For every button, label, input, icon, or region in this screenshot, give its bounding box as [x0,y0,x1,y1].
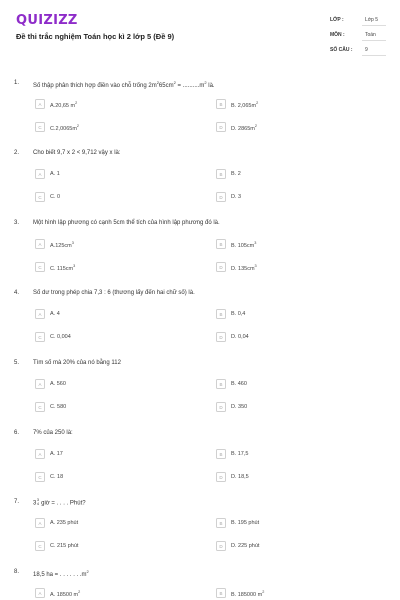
option-letter-box: B [216,588,226,598]
option-text: C. 18 [50,473,64,480]
question-number: 4. [14,290,20,296]
option-letter-box: D [216,402,226,412]
meta-row-subject [330,29,386,44]
option-letter-box: C [35,262,45,272]
option-letter-box: B [216,169,226,179]
option-letter-box: A [35,379,45,389]
question-text: Cho biết 9,7 x 2 < 9,712 vậy x là: [33,150,121,156]
option-text: B. $2,065m^2$ [231,100,259,109]
meta-value[interactable]: Lớp 5 [362,17,386,26]
question-text: 18,5 ha = . . . . . . $.m^2$ [33,569,89,578]
question-text: Tìm số mà 20% của nó bằng 112 [33,360,121,366]
option-text: C. 0 [50,193,61,200]
option-text: A. 18500 $m^2$ [50,589,81,598]
option-letter-box: B [216,449,226,459]
option-text: B. 460 [231,380,247,387]
question-number: 2. [14,150,20,156]
worksheet-header [0,0,400,70]
option-text: B. 195 phút [231,519,260,526]
question-number: 8. [14,569,20,575]
option-text: C. 580 [50,403,67,410]
option-text: D. 0,04 [231,333,249,340]
question-number: 3. [14,220,20,226]
option-letter-box: D [216,262,226,272]
option-letter-box: A [35,588,45,598]
option-text: B. 0,4 [231,310,246,317]
option-text: C. 0,004 [50,333,71,340]
option-letter-box: A [35,169,45,179]
question-number: 7. [14,499,20,505]
option-text: A. 560 [50,380,66,387]
quizizz-logo: QUIZIZZ [16,13,78,28]
worksheet-meta [330,14,386,59]
option-letter-box: C [35,541,45,551]
option-text: B. $105cm^3$ [231,240,257,249]
option-letter-box: D [216,192,226,202]
question-text: Số dư trong phép chia 7,3 : 6 (thương lấy đến hai chữ số) là. [33,290,195,296]
meta-value[interactable]: 9 [362,47,386,56]
option-letter-box: C [35,192,45,202]
meta-label: LỚP : [330,17,344,23]
question-text: Một hình lập phương có cạnh 5cm thể tích của hình lập phương đó là. [33,220,220,226]
question-number: 6. [14,430,20,436]
option-text: A.20,65 $m^2$ [50,100,78,109]
meta-row-class [330,14,386,29]
option-letter-box: C [35,402,45,412]
option-text: C. $115cm^3$ [50,263,76,272]
option-letter-box: A [35,99,45,109]
option-letter-box: B [216,309,226,319]
option-text: D. 3 [231,193,242,200]
option-text: D. 18,5 [231,473,249,480]
option-text: B. 185000 $m^2$ [231,589,265,598]
option-letter-box: B [216,518,226,528]
option-text: A. 4 [50,310,60,317]
option-text: B. 17,5 [231,450,249,457]
option-letter-box: A [35,309,45,319]
option-text: D. 225 phút [231,542,260,549]
option-text: C. 215 phút [50,542,79,549]
option-letter-box: D [216,541,226,551]
option-letter-box: C [35,122,45,132]
meta-label: MÔN : [330,32,345,38]
option-letter-box: C [35,472,45,482]
meta-row-count [330,44,386,59]
option-text: A. 1 [50,170,60,177]
option-letter-box: B [216,239,226,249]
option-text: B. 2 [231,170,241,177]
option-text: D. 350 [231,403,248,410]
option-text: D. $2865m^2$ [231,123,257,132]
option-text: A. 235 phút [50,519,79,526]
option-letter-box: B [216,99,226,109]
option-text: $A.125cm^3$ [50,240,74,249]
meta-value[interactable]: Toán [362,32,386,41]
option-text: $C.2,0065m^2$ [50,123,80,132]
option-letter-box: A [35,518,45,528]
question-number: 1. [14,80,20,86]
question-text: 3 3 4 giờ = . . . . Phút? [33,498,86,507]
option-text: A. 17 [50,450,63,457]
option-letter-box: B [216,379,226,389]
option-letter-box: D [216,122,226,132]
meta-label: SỐ CÂU : [330,47,353,53]
option-text: D. $135cm^3$ [231,263,257,272]
option-letter-box: D [216,472,226,482]
question-text: Số thập phân thích hợp điền vào chỗ trống $2m^265cm^2 = ..........m^2$ là. [33,80,215,89]
option-letter-box: A [35,239,45,249]
worksheet-title: Đề thi trắc nghiệm Toán học kì 2 lớp 5 (Đề 9) [16,32,175,41]
question-number: 5. [14,360,20,366]
question-text: 7% của 250 là: [33,430,73,436]
option-letter-box: A [35,449,45,459]
option-letter-box: C [35,332,45,342]
option-letter-box: D [216,332,226,342]
